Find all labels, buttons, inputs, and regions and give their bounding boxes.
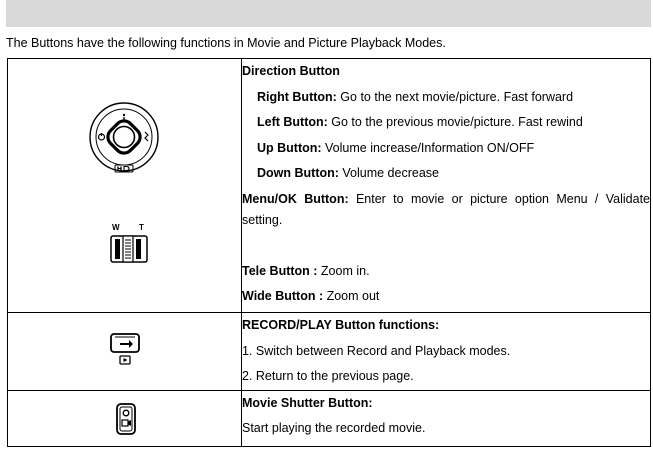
record-play-button-icon xyxy=(109,332,141,373)
table-row-direction xyxy=(8,59,651,313)
movie-shutter-title: Movie Shutter Button: xyxy=(242,395,373,410)
down-button-desc xyxy=(242,161,650,187)
right-button-desc xyxy=(242,85,650,111)
wide-button-desc xyxy=(242,284,650,310)
menu-ok-button-desc xyxy=(242,187,650,235)
movie-shutter-text: Start playing the recorded movie. xyxy=(242,421,426,435)
left-button-text: Go to the previous movie/picture. Fast rewind xyxy=(327,115,583,129)
right-button-text: Go to the next movie/picture. Fast forward xyxy=(336,89,574,104)
wide-button-text: Zoom out xyxy=(323,289,380,303)
text-cell-record-play xyxy=(242,313,651,391)
menu-ok-button-text: Enter to movie or picture option Menu / Validate setting. xyxy=(242,191,650,227)
record-play-title: RECORD/PLAY Button functions: xyxy=(242,318,440,332)
down-button-text: Volume decrease xyxy=(338,166,439,180)
table-row-record-play xyxy=(8,313,651,391)
tele-button-desc xyxy=(242,259,650,285)
down-button-label: Down Button: xyxy=(257,166,339,180)
left-button-label: Left Button: xyxy=(257,115,328,129)
up-button-text: Volume increase/Information ON/OFF xyxy=(321,140,535,155)
icon-cell-movie-shutter xyxy=(8,390,242,446)
right-button-label: Right Button: xyxy=(257,89,337,104)
icon-cell-direction xyxy=(8,59,242,313)
tele-button-text: Zoom in. xyxy=(317,263,370,278)
button-functions-table xyxy=(7,58,651,447)
tele-button-label: Tele Button : xyxy=(242,263,318,278)
movie-shutter-button-icon xyxy=(115,402,137,441)
left-button-desc xyxy=(242,110,650,136)
menu-ok-button-label: Menu/OK Button: xyxy=(242,191,349,206)
header-band xyxy=(6,0,651,27)
icon-cell-record-play xyxy=(8,313,242,391)
zoom-t-label: T xyxy=(139,223,144,232)
text-cell-direction xyxy=(242,59,651,313)
up-button-desc xyxy=(242,136,650,162)
text-cell-movie-shutter xyxy=(242,390,651,446)
up-button-label: Up Button: xyxy=(257,140,322,155)
record-play-item-2: 2. Return to the previous page. xyxy=(242,369,414,383)
wt-zoom-switch-icon xyxy=(109,222,151,271)
intro-text: The Buttons have the following functions in Movie and Picture Playback Modes. xyxy=(6,36,446,50)
direction-button-title: Direction Button xyxy=(242,64,340,78)
table-row-movie-shutter xyxy=(8,390,651,446)
zoom-w-label: W xyxy=(112,223,120,232)
wide-button-label: Wide Button : xyxy=(242,289,324,303)
record-play-item-1: 1. Switch between Record and Playback modes. xyxy=(242,343,511,358)
direction-dial-icon xyxy=(82,99,166,180)
spacer xyxy=(242,235,650,259)
